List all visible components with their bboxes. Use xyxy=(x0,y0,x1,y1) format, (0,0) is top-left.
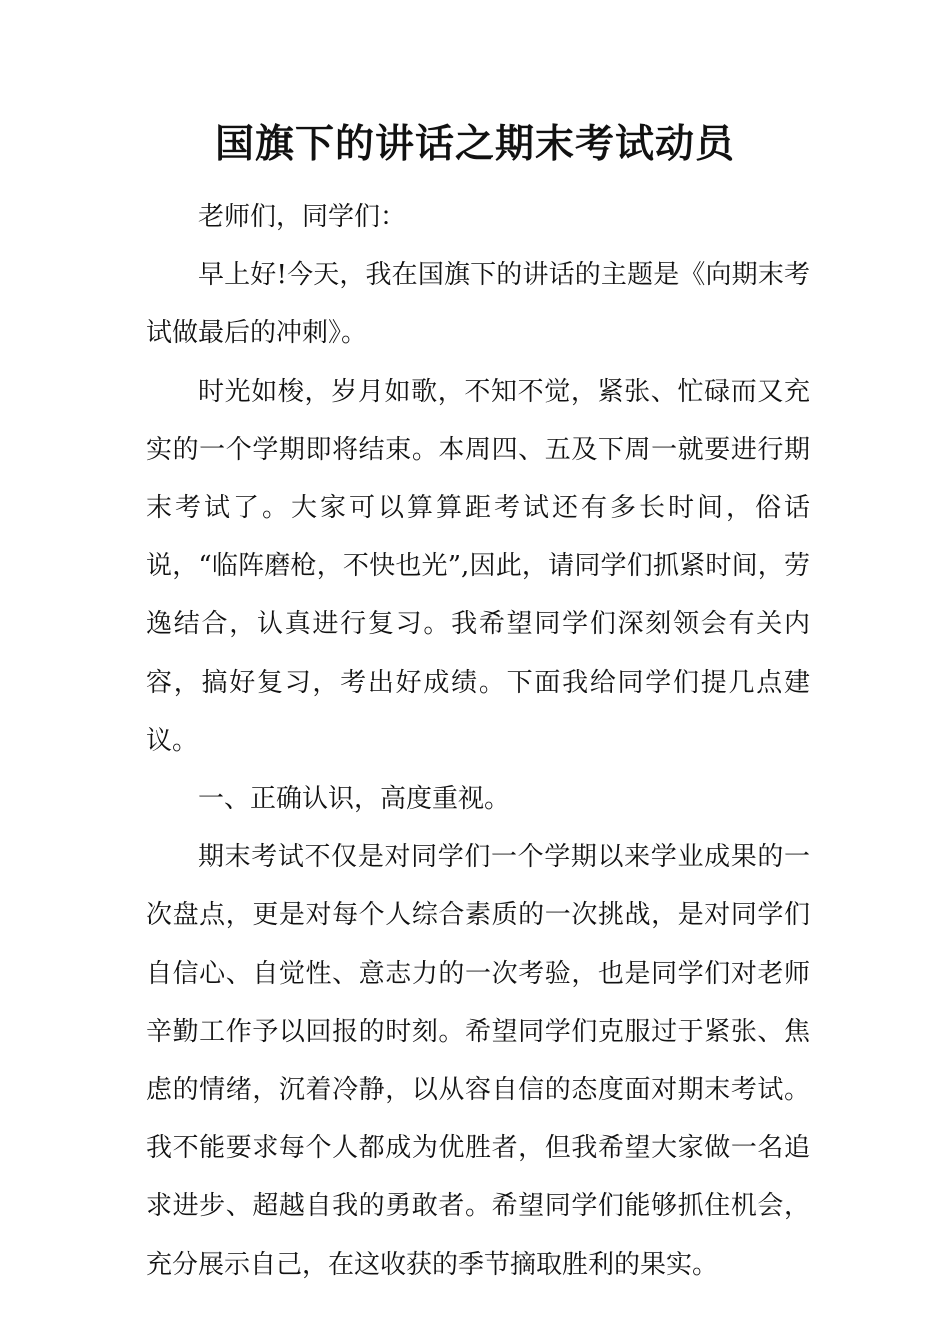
paragraph-greeting: 老师们，同学们： xyxy=(198,202,407,232)
document-body xyxy=(146,188,810,1294)
document-title: 国旗下的讲话之期末考试动员 xyxy=(214,121,735,167)
paragraph-intro: 时光如梭，岁月如歌，不知不觉，紧张、忙碌而又充实的一个学期即将结束。本周四、五及下周一就要进行期末考试了。大家可以算算距考试还有多长时间，俗话说，“临阵磨枪，不快也光”,因此，请同学们抓紧时间，劳逸结合，认真进行复习。我希望同学们深刻领会有关内容，搞好复习，考出好成绩。下面我给同学们提几点建议。 xyxy=(146,376,810,756)
paragraph-topic: 早上好!今天，我在国旗下的讲话的主题是《向期末考试做最后的冲刺》。 xyxy=(146,260,810,349)
paragraph-section-1: 期末考试不仅是对同学们一个学期以来学业成果的一次盘点，更是对每个人综合素质的一次挑战，是对同学们自信心、自觉性、意志力的一次考验，也是同学们对老师辛勤工作予以回报的时刻。希望同学们克服过于紧张、焦虑的情绪，沉着冷静，以从容自信的态度面对期末考试。我不能要求每个人都成为优胜者，但我希望大家做一名追求进步、超越自我的勇敢者。希望同学们能够抓住机会，充分展示自己，在这收获的季节摘取胜利的果实。 xyxy=(146,842,810,1280)
section-heading-1: 一、正确认识，高度重视。 xyxy=(198,784,511,815)
